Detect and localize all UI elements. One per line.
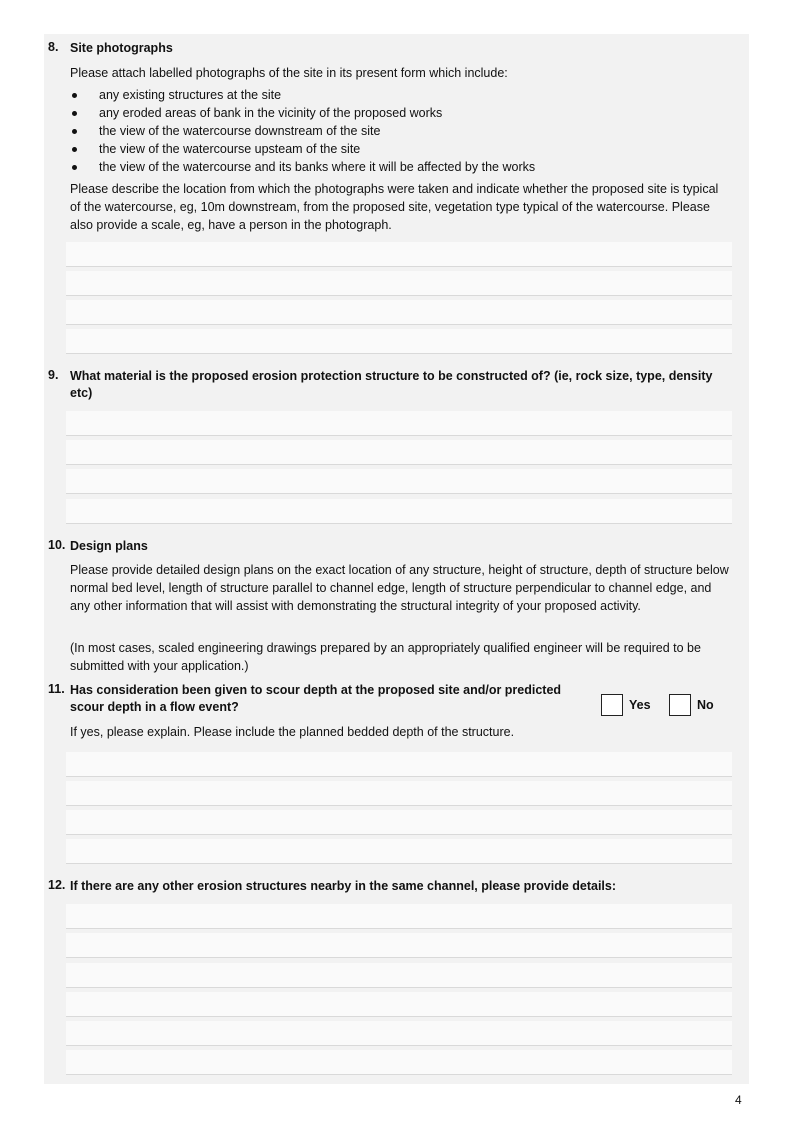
q10-number: 10. <box>48 538 66 552</box>
bullet-icon <box>72 129 77 134</box>
q8-answer-line-3[interactable] <box>66 300 732 325</box>
q11-answer-line-1[interactable] <box>66 752 732 777</box>
q8-number: 8. <box>48 40 59 54</box>
q12-number: 12. <box>48 878 66 892</box>
q8-title: Site photographs <box>70 41 173 55</box>
q11-answer-line-2[interactable] <box>66 781 732 806</box>
page-number: 4 <box>735 1093 742 1107</box>
q9-answer-line-1[interactable] <box>66 411 732 436</box>
bullet-icon <box>72 111 77 116</box>
q9-number: 9. <box>48 368 59 382</box>
q10-paragraph-2: (In most cases, scaled engineering drawings prepared by an appropriately qualified engineer will be required to be submitted with your application.) <box>70 641 701 673</box>
q9-answer-line-2[interactable] <box>66 440 732 465</box>
q11-followup: If yes, please explain. Please include the planned bedded depth of the structure. <box>70 725 515 739</box>
q9-answer-line-3[interactable] <box>66 469 732 494</box>
no-checkbox[interactable] <box>669 694 691 716</box>
q12-answer-line-2[interactable] <box>66 933 732 958</box>
bullet-icon <box>72 93 77 98</box>
no-label: No <box>697 698 714 712</box>
q8-description: Please describe the location from which the photographs were taken and indicate whether the proposed site is typical of the watercourse, eg, 10m downstream, from the proposed site, vegetation type typical of the watercourse. Please also provide a scale, eg, have a person in the photograph. <box>70 182 719 232</box>
bullet-icon <box>72 165 77 170</box>
q10-title: Design plans <box>70 539 148 553</box>
q10-paragraph-1: Please provide detailed design plans on the exact location of any structure, height of structure, depth of structure below normal bed level, length of structure parallel to channel edge, length of structure perpendicular to channel edge, and any other information that will assist with demonstrating the structural integrity of your proposed activity. <box>70 563 729 613</box>
q12-answer-line-4[interactable] <box>66 992 732 1017</box>
yes-checkbox[interactable] <box>601 694 623 716</box>
q9-title: What material is the proposed erosion protection structure to be constructed of? (ie, rock size, type, density etc) <box>70 369 713 400</box>
yes-label: Yes <box>629 698 651 712</box>
q9-answer-line-4[interactable] <box>66 499 732 524</box>
q8-intro: Please attach labelled photographs of the site in its present form which include: <box>70 66 508 80</box>
list-item: the view of the watercourse upsteam of the site <box>70 140 535 158</box>
q11-title: Has consideration been given to scour depth at the proposed site and/or predicted scour depth in a flow event? <box>70 683 562 714</box>
q11-number: 11. <box>48 682 65 696</box>
list-item: the view of the watercourse and its banks where it will be affected by the works <box>70 158 535 176</box>
q8-answer-line-2[interactable] <box>66 271 732 296</box>
q12-title: If there are any other erosion structures nearby in the same channel, please provide details: <box>70 879 617 893</box>
list-item: any existing structures at the site <box>70 86 535 104</box>
q12-answer-line-1[interactable] <box>66 904 732 929</box>
list-item: any eroded areas of bank in the vicinity of the proposed works <box>70 104 535 122</box>
q12-answer-line-5[interactable] <box>66 1021 732 1046</box>
q12-answer-line-3[interactable] <box>66 963 732 988</box>
q8-answer-line-1[interactable] <box>66 242 732 267</box>
list-item: the view of the watercourse downstream of the site <box>70 122 535 140</box>
q8-answer-line-4[interactable] <box>66 329 732 354</box>
q11-answer-line-4[interactable] <box>66 839 732 864</box>
bullet-icon <box>72 147 77 152</box>
q11-answer-line-3[interactable] <box>66 810 732 835</box>
q8-bullet-list <box>70 86 535 176</box>
q12-answer-line-6[interactable] <box>66 1050 732 1075</box>
